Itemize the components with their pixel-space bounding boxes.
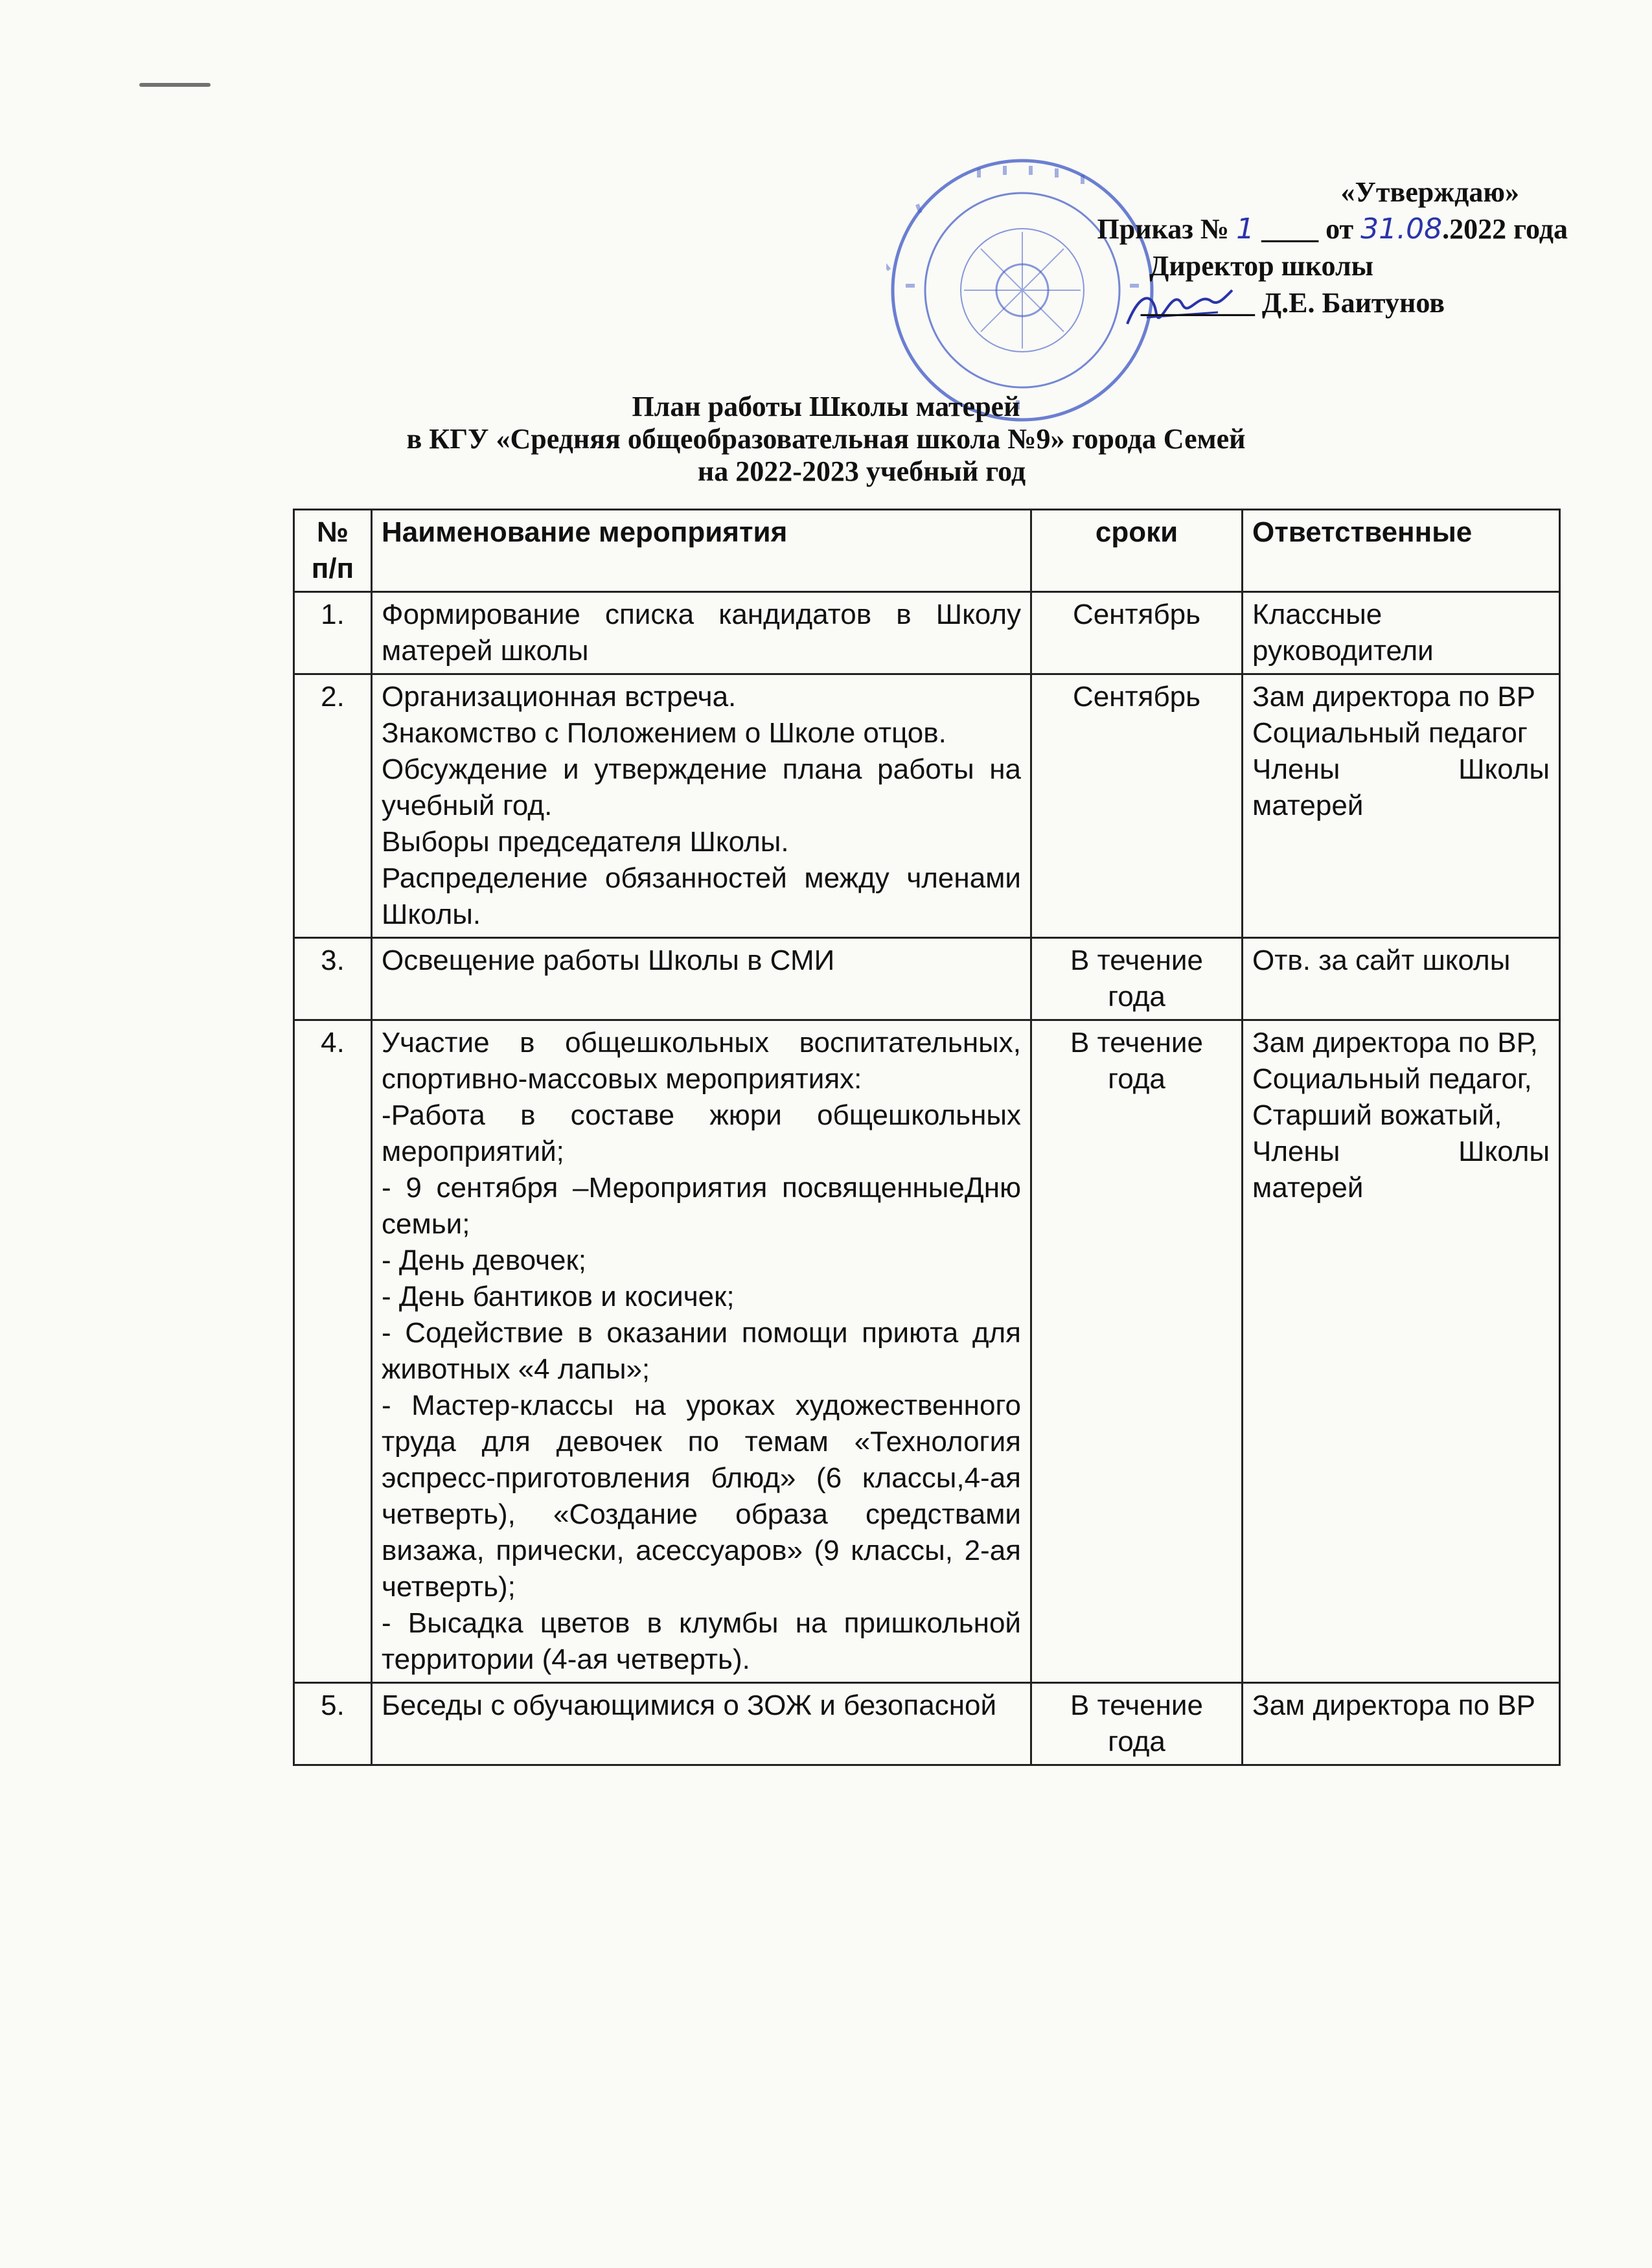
approval-block: [897, 174, 1568, 321]
responsible-line: Классные руководители: [1252, 599, 1434, 667]
responsible-line: Социальный педагог,: [1252, 1063, 1532, 1095]
event-line: Освещение работы Школы в СМИ: [382, 945, 835, 976]
time-cell: В течение года: [1031, 938, 1243, 1020]
event-line: Беседы с обучающимися о ЗОЖ и безопасной: [382, 1690, 997, 1721]
document-title: [0, 391, 1652, 488]
event-cell: [372, 1020, 1031, 1683]
responsible-cell: [1243, 1683, 1560, 1765]
approve-heading: «Утверждаю»: [1340, 176, 1519, 208]
event-line: Участие в общешкольных воспитательных, спортивно-массовых мероприятиях:: [382, 1027, 1021, 1095]
header-time: сроки: [1031, 510, 1243, 592]
table-row: [294, 1683, 1560, 1765]
table-header-row: [294, 510, 1560, 592]
table-row: [294, 592, 1560, 674]
event-cell: [372, 938, 1031, 1020]
event-line: -Работа в составе жюри общешкольных мероприятий;: [382, 1099, 1021, 1167]
event-cell: [372, 1683, 1031, 1765]
event-line: - Содействие в оказании помощи приюта для животных «4 лапы»;: [382, 1317, 1021, 1385]
row-number: 2.: [294, 674, 372, 938]
scan-mark: [139, 83, 211, 87]
event-line: - 9 сентября –Мероприятия посвященныеДню семьи;: [382, 1172, 1021, 1240]
table-row: [294, 674, 1560, 938]
responsible-line: Старший вожатый,: [1252, 1099, 1502, 1131]
responsible-line: Отв. за сайт школы: [1252, 945, 1511, 976]
event-cell: [372, 592, 1031, 674]
responsible-line: Члены Школы матерей: [1252, 753, 1550, 821]
title-line-1: План работы Школы матерей: [632, 391, 1020, 422]
event-line: Выборы председателя Школы.: [382, 826, 789, 858]
event-line: - День бантиков и косичек;: [382, 1281, 735, 1312]
director-name-line: ________ Д.Е. Баитунов: [1140, 287, 1445, 319]
table-row: [294, 1020, 1560, 1683]
time-cell: Сентябрь: [1031, 592, 1243, 674]
work-plan-table: [293, 509, 1561, 1766]
time-cell: В течение года: [1031, 1683, 1243, 1765]
table-body: [294, 592, 1560, 1765]
row-number: 4.: [294, 1020, 372, 1683]
responsible-line: Зам директора по ВР: [1252, 681, 1535, 713]
row-number: 3.: [294, 938, 372, 1020]
event-cell: [372, 674, 1031, 938]
header-resp: Ответственные: [1243, 510, 1560, 592]
responsible-cell: [1243, 592, 1560, 674]
event-line: Формирование списка кандидатов в Школу матерей школы: [382, 599, 1021, 667]
order-number: 1: [1236, 212, 1255, 246]
responsible-cell: [1243, 674, 1560, 938]
responsible-line: Члены Школы матерей: [1252, 1136, 1550, 1204]
time-cell: Сентябрь: [1031, 674, 1243, 938]
director-title: Директор школы: [1149, 250, 1373, 282]
table-row: [294, 938, 1560, 1020]
responsible-line: Социальный педагог: [1252, 717, 1528, 749]
event-line: Знакомство с Положением о Школе отцов.: [382, 717, 946, 749]
event-line: - Мастер-классы на уроках художественного труда для девочек по темам «Технология эспресс-приготовления блюд» (6 классы,4-ая четверть), «Создание образа средствами визажа, прически, асессуаров» (9 классы, 2-ая четверть);: [382, 1390, 1021, 1603]
title-line-3: на 2022-2023 учебный год: [697, 455, 1026, 487]
order-line: Приказ № 1 ____ от 31.08.2022 года: [1097, 212, 1568, 246]
responsible-line: Зам директора по ВР: [1252, 1690, 1535, 1721]
event-line: Распределение обязанностей между членами Школы.: [382, 862, 1021, 930]
order-date: 31.08: [1360, 212, 1443, 246]
header-event: Наименование мероприятия: [372, 510, 1031, 592]
title-line-2: в КГУ «Средняя общеобразовательная школа №9» города Семей: [406, 423, 1246, 455]
responsible-line: Зам директора по ВР,: [1252, 1027, 1538, 1059]
row-number: 5.: [294, 1683, 372, 1765]
time-cell: В течение года: [1031, 1020, 1243, 1683]
event-line: - Высадка цветов в клумбы на пришкольной территории (4-ая четверть).: [382, 1607, 1021, 1675]
row-number: 1.: [294, 592, 372, 674]
event-line: Обсуждение и утверждение плана работы на учебный год.: [382, 753, 1021, 821]
header-num: № п/п: [294, 510, 372, 592]
responsible-cell: [1243, 938, 1560, 1020]
responsible-cell: [1243, 1020, 1560, 1683]
event-line: Организационная встреча.: [382, 681, 737, 713]
event-line: - День девочек;: [382, 1244, 586, 1276]
